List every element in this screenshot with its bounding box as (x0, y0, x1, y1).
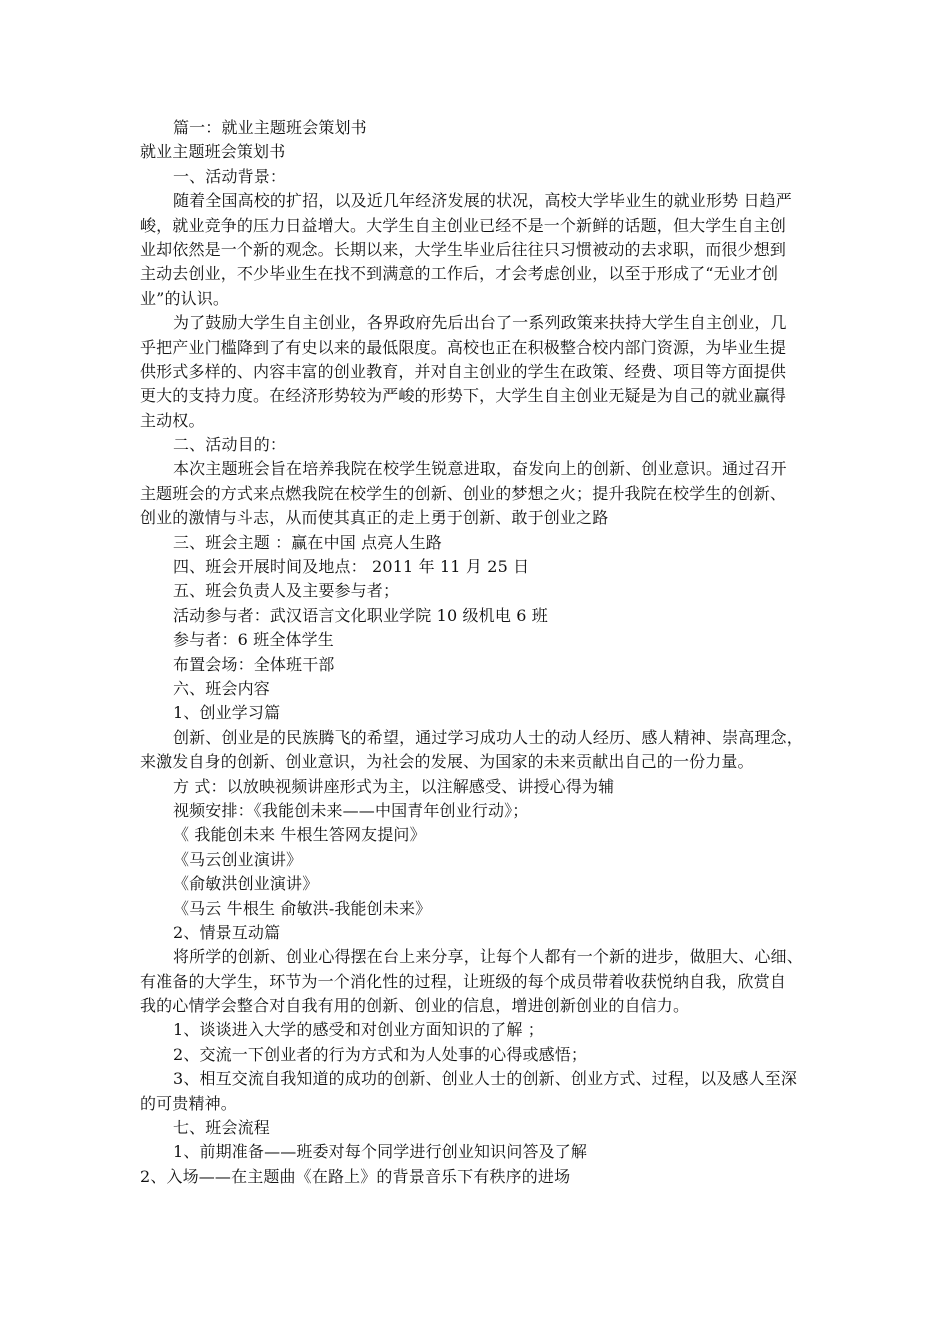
text-line: 乎把产业门槛降到了有史以来的最低限度。高校也正在积极整合校内部门资源，为毕业生提 (140, 337, 787, 357)
text-line: 2、交流一下创业者的行为方式和为人处事的心得或感悟； (173, 1044, 588, 1064)
text-line: 业却依然是一个新的观念。长期以来，大学生毕业后往往只习惯被动的去求职，而很少想到 (140, 239, 787, 259)
text-line: 《马云创业演讲》 (173, 849, 303, 869)
text-line: 1、谈谈进入大学的感受和对创业方面知识的了解 ； (173, 1020, 544, 1040)
text-line: 五、班会负责人及主要参与者； (173, 581, 400, 601)
text-line: 《 我能创未来 牛根生答网友提问》 (173, 825, 426, 845)
text-line: 主动去创业，不少毕业生在找不到满意的工作后，才会考虑创业，以至于形成了“无业才创 (140, 264, 779, 284)
text-line: 的可贵精神。 (140, 1093, 237, 1113)
text-line: 三、班会主题 ：赢在中国 点亮人生路 (173, 532, 442, 552)
text-line: 六、班会内容 (173, 678, 270, 698)
text-line: 布置会场：全体班干部 (173, 654, 335, 674)
text-line: 2、入场——在主题曲《在路上》的背景音乐下有秩序的进场 (140, 1166, 571, 1186)
text-line: 《马云 牛根生 俞敏洪-我能创未来》 (173, 898, 432, 918)
text-line: 二、活动目的： (173, 435, 287, 455)
text-line: 主题班会的方式来点燃我院在校学生的创新、创业的梦想之火；提升我院在校学生的创新、 (140, 483, 787, 503)
text-line: 四、班会开展时间及地点： 2011 年 11 月 25 日 (173, 557, 530, 577)
text-line: 有准备的大学生，环节为一个消化性的过程，让班级的每个成员带着收获悦纳自我，欣赏自 (140, 971, 787, 991)
text-line: 业”的认识。 (140, 288, 230, 308)
text-line: 创业的激情与斗志，从而使其真正的走上勇于创新、敢于创业之路 (140, 508, 609, 528)
text-line: 方 式：以放映视频讲座形式为主，以注解感受、讲授心得为辅 (173, 776, 615, 796)
text-line: 我的心情学会整合对自我有用的创新、创业的信息，增进创新创业的自信力。 (140, 996, 690, 1016)
text-line: 活动参与者：武汉语言文化职业学院 10 级机电 6 班 (173, 605, 548, 625)
text-line: 一、活动背景： (173, 166, 287, 186)
text-line: 3、相互交流自我知道的成功的创新、创业人士的创新、创业方式、过程，以及感人至深 (173, 1069, 798, 1089)
text-line: 参与者：6 班全体学生 (173, 630, 334, 650)
text-line: 七、班会流程 (173, 1118, 270, 1138)
text-line: 随着全国高校的扩招，以及近几年经济发展的状况，高校大学毕业生的就业形势 日趋严 (173, 191, 792, 211)
text-line: 2、情景互动篇 (173, 922, 281, 942)
text-line: 本次主题班会旨在培养我院在校学生锐意进取，奋发向上的创新、创业意识。通过召开 (173, 459, 787, 479)
text-line: 为了鼓励大学生自主创业，各界政府先后出台了一系列政策来扶持大学生自主创业，几 (173, 313, 787, 333)
text-line: 来激发自身的创新、创业意识，为社会的发展、为国家的未来贡献出自己的一份力量。 (140, 752, 754, 772)
text-line: 峻，就业竞争的压力日益增大。大学生自主创业已经不是一个新鲜的话题，但大学生自主创 (140, 215, 787, 235)
text-line: 将所学的创新、创业心得摆在台上来分享，让每个人都有一个新的进步，做胆大、心细、 (173, 947, 803, 967)
text-line: 供形式多样的、内容丰富的创业教育，并对自主创业的学生在政策、经费、项目等方面提供 (140, 361, 787, 381)
document-body (140, 116, 812, 1189)
text-line: 1、前期准备——班委对每个同学进行创业知识问答及了解 (173, 1142, 588, 1162)
text-line: 《俞敏洪创业演讲》 (173, 874, 319, 894)
text-line: 创新、创业是的民族腾飞的希望，通过学习成功人士的动人经历、感人精神、崇高理念， (173, 727, 803, 747)
text-line: 篇一：就业主题班会策划书 (173, 118, 367, 137)
text-line: 更大的支持力度。在经济形势较为严峻的形势下，大学生自主创业无疑是为自己的就业赢得 (140, 386, 787, 406)
text-line: 就业主题班会策划书 (140, 142, 286, 162)
text-line: 视频安排：《我能创未来——中国青年创业行动》； (173, 800, 529, 820)
text-line: 主动权。 (140, 410, 205, 430)
text-line: 1、创业学习篇 (173, 703, 281, 723)
